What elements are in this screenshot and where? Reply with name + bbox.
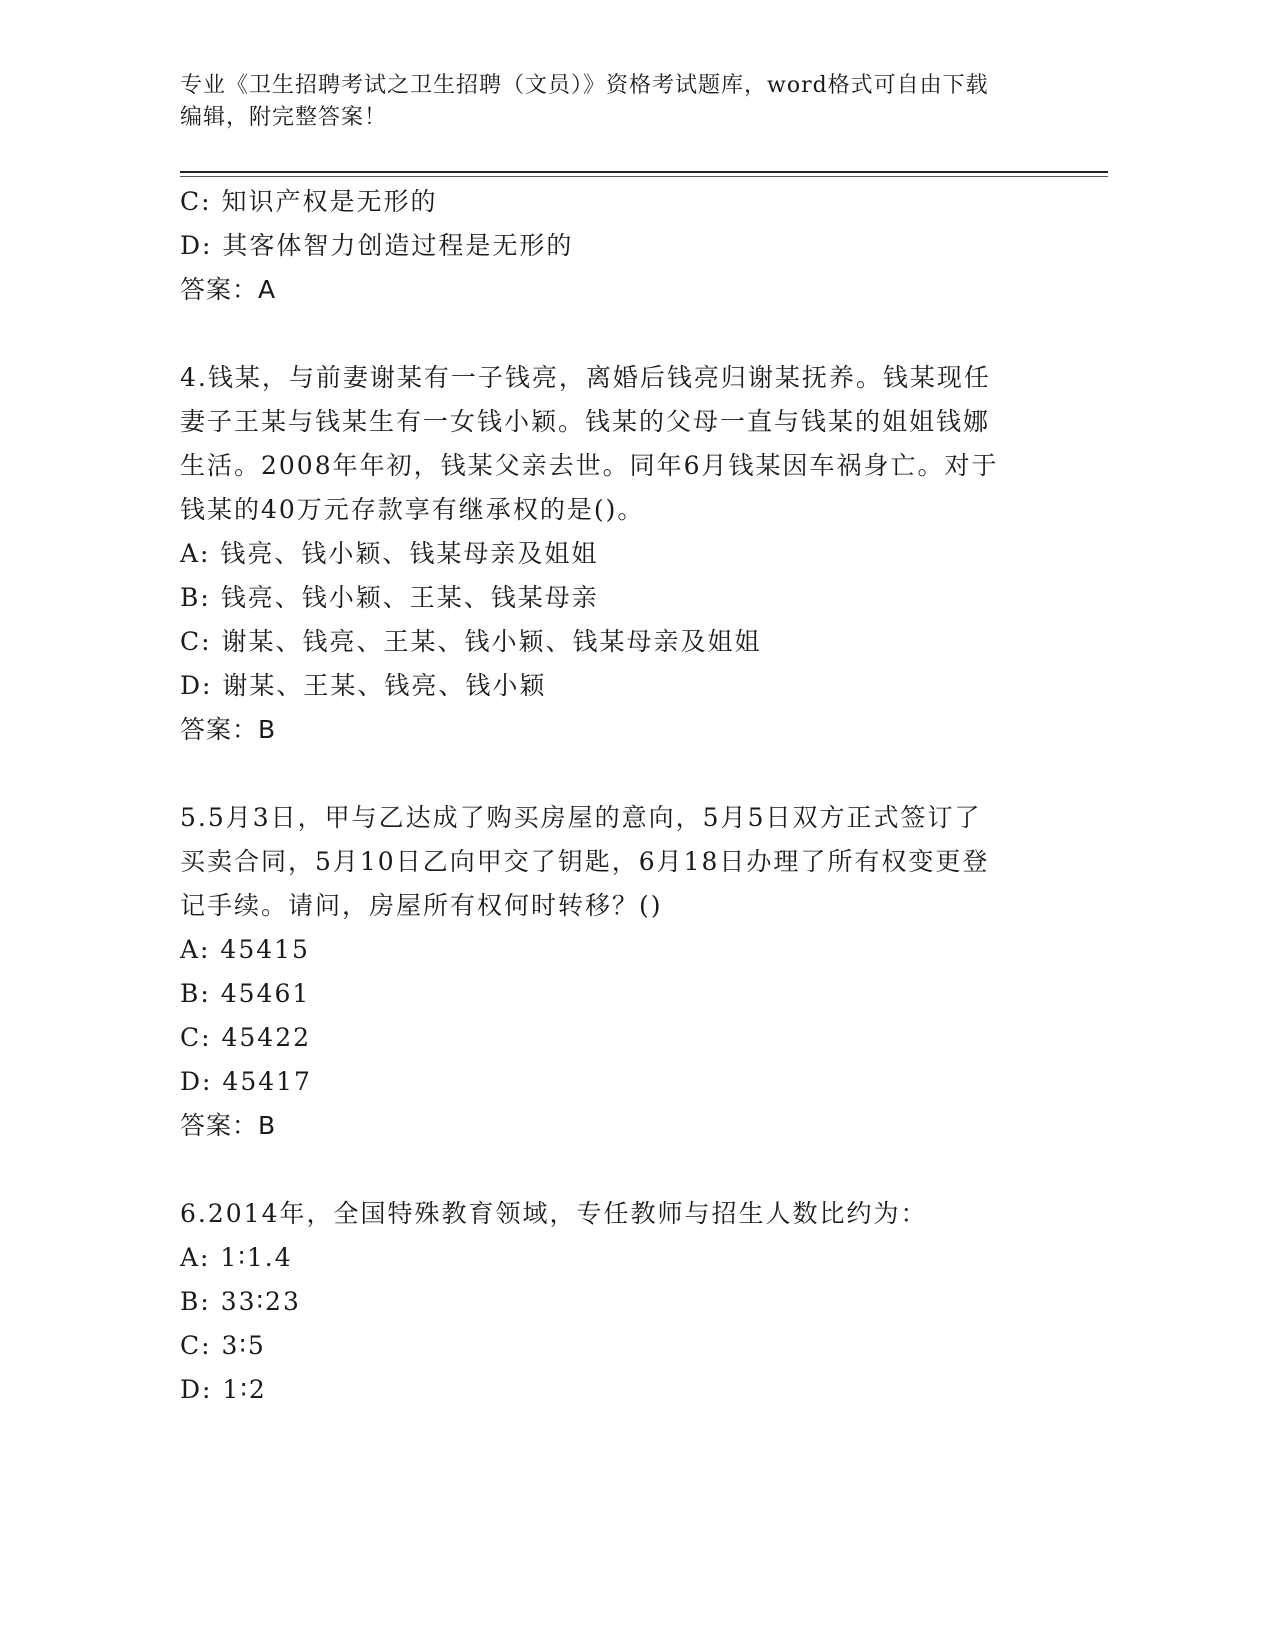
q5-option-c: C: 45422 [180,1023,312,1052]
q6-option-d: D: 1∶2 [180,1375,267,1404]
q3-option-d: D: 其客体智力创造过程是无形的 [180,231,574,260]
q5-option-b: B: 45461 [180,979,311,1008]
q3-option-c: C: 知识产权是无形的 [180,187,438,216]
q5-stem-line: 5.5月3日，甲与乙达成了购买房屋的意向，5月5日双方正式签订了 [180,803,982,832]
q6-option-c: C: 3∶5 [180,1331,266,1360]
header-divider-thick [180,171,1108,173]
question-content [180,180,1080,1412]
q4-option-b: B: 钱亮、钱小颖、王某、钱某母亲 [180,583,599,612]
q3-answer: 答案：A [180,275,277,304]
q4-stem-line: 生活。2008年年初，钱某父亲去世。同年6月钱某因车祸身亡。对于 [180,451,999,480]
spacer [180,312,1080,356]
header-line-2: 编辑，附完整答案！ [180,105,388,130]
q6-option-b: B: 33∶23 [180,1287,301,1316]
q5-stem-line: 买卖合同，5月10日乙向甲交了钥匙，6月18日办理了所有权变更登 [180,847,990,876]
header-divider-thin [180,176,1108,177]
q5-option-a: A: 45415 [180,935,310,964]
q4-stem-line: 钱某的40万元存款享有继承权的是()。 [180,495,645,524]
spacer [180,752,1080,796]
q5-stem-line: 记手续。请问，房屋所有权何时转移？() [180,891,663,920]
spacer [180,1148,1080,1192]
document-header [180,70,1060,134]
q5-answer: 答案：B [180,1111,277,1140]
q4-answer: 答案：B [180,715,277,744]
q6-stem-line: 6.2014年，全国特殊教育领域，专任教师与招生人数比约为： [180,1199,928,1228]
q5-option-d: D: 45417 [180,1067,312,1096]
q6-option-a: A: 1∶1.4 [180,1243,293,1272]
q4-stem-line: 4.钱某，与前妻谢某有一子钱亮，离婚后钱亮归谢某抚养。钱某现任 [180,363,991,392]
q4-option-a: A: 钱亮、钱小颖、钱某母亲及姐姐 [180,539,599,568]
q4-option-d: D: 谢某、王某、钱亮、钱小颖 [180,671,547,700]
q4-option-c: C: 谢某、钱亮、王某、钱小颖、钱某母亲及姐姐 [180,627,762,656]
q4-stem-line: 妻子王某与钱某生有一女钱小颖。钱某的父母一直与钱某的姐姐钱娜 [180,407,991,436]
header-line-1: 专业《卫生招聘考试之卫生招聘（文员）》资格考试题库，word格式可自由下载 [180,73,989,98]
